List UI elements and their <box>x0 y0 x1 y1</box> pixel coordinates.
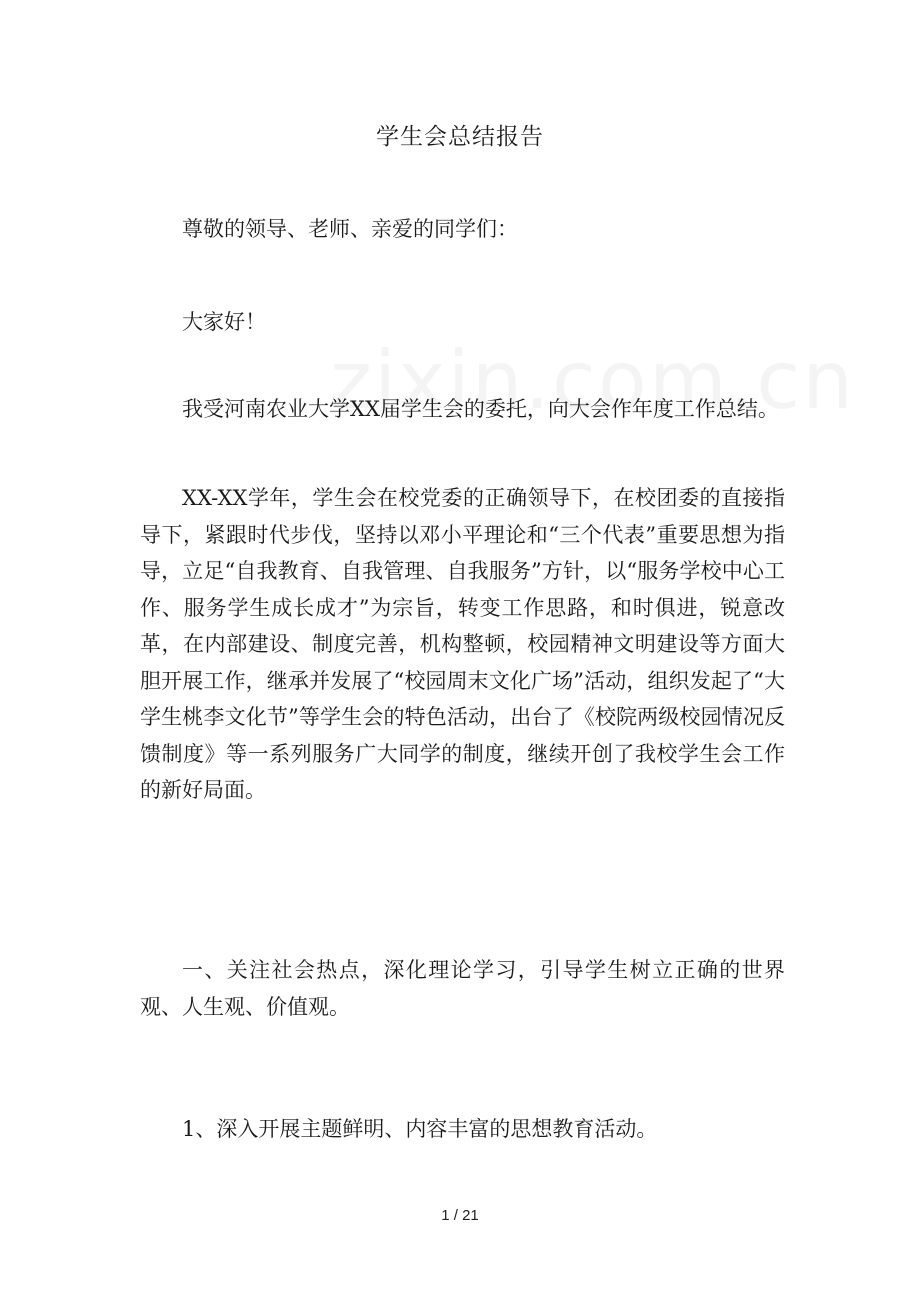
salutation-paragraph: 尊敬的领导、老师、亲爱的同学们： <box>182 217 518 241</box>
page-number: 1 / 21 <box>441 1207 479 1224</box>
document-title: 学生会总结报告 <box>376 124 544 150</box>
subsection-heading-1: 1、深入开展主题鲜明、内容丰富的思想教育活动。 <box>182 1117 658 1141</box>
greeting-paragraph: 大家好！ <box>182 310 266 334</box>
summary-paragraph: XX-XX学年，学生会在校党委的正确领导下，在校团委的直接指导下，紧跟时代步伐，坚持以邓小平理论和“三个代表”重要思想为指导，立足“自我教育、自我管理、自我服务”方针，以“服务学校中心工作、服务学生成长成才”为宗旨，转变工作思路，和时俱进，锐意改革，在内部建设、制度完善，机构整顿，校园精神文明建设等方面大胆开展工作，继承并发展了“校园周末文化广场”活动，组织发起了“大学生桃李文化节”等学生会的特色活动，出台了《校院两级校园情况反馈制度》等一系列服务广大同学的制度，继续开创了我校学生会工作的新好局面。 <box>140 486 785 802</box>
section-heading-1: 一、关注社会热点，深化理论学习，引导学生树立正确的世界观、人生观、价值观。 <box>140 958 785 1019</box>
intro-paragraph: 我受河南农业大学XX届学生会的委托，向大会作年度工作总结。 <box>182 397 779 421</box>
